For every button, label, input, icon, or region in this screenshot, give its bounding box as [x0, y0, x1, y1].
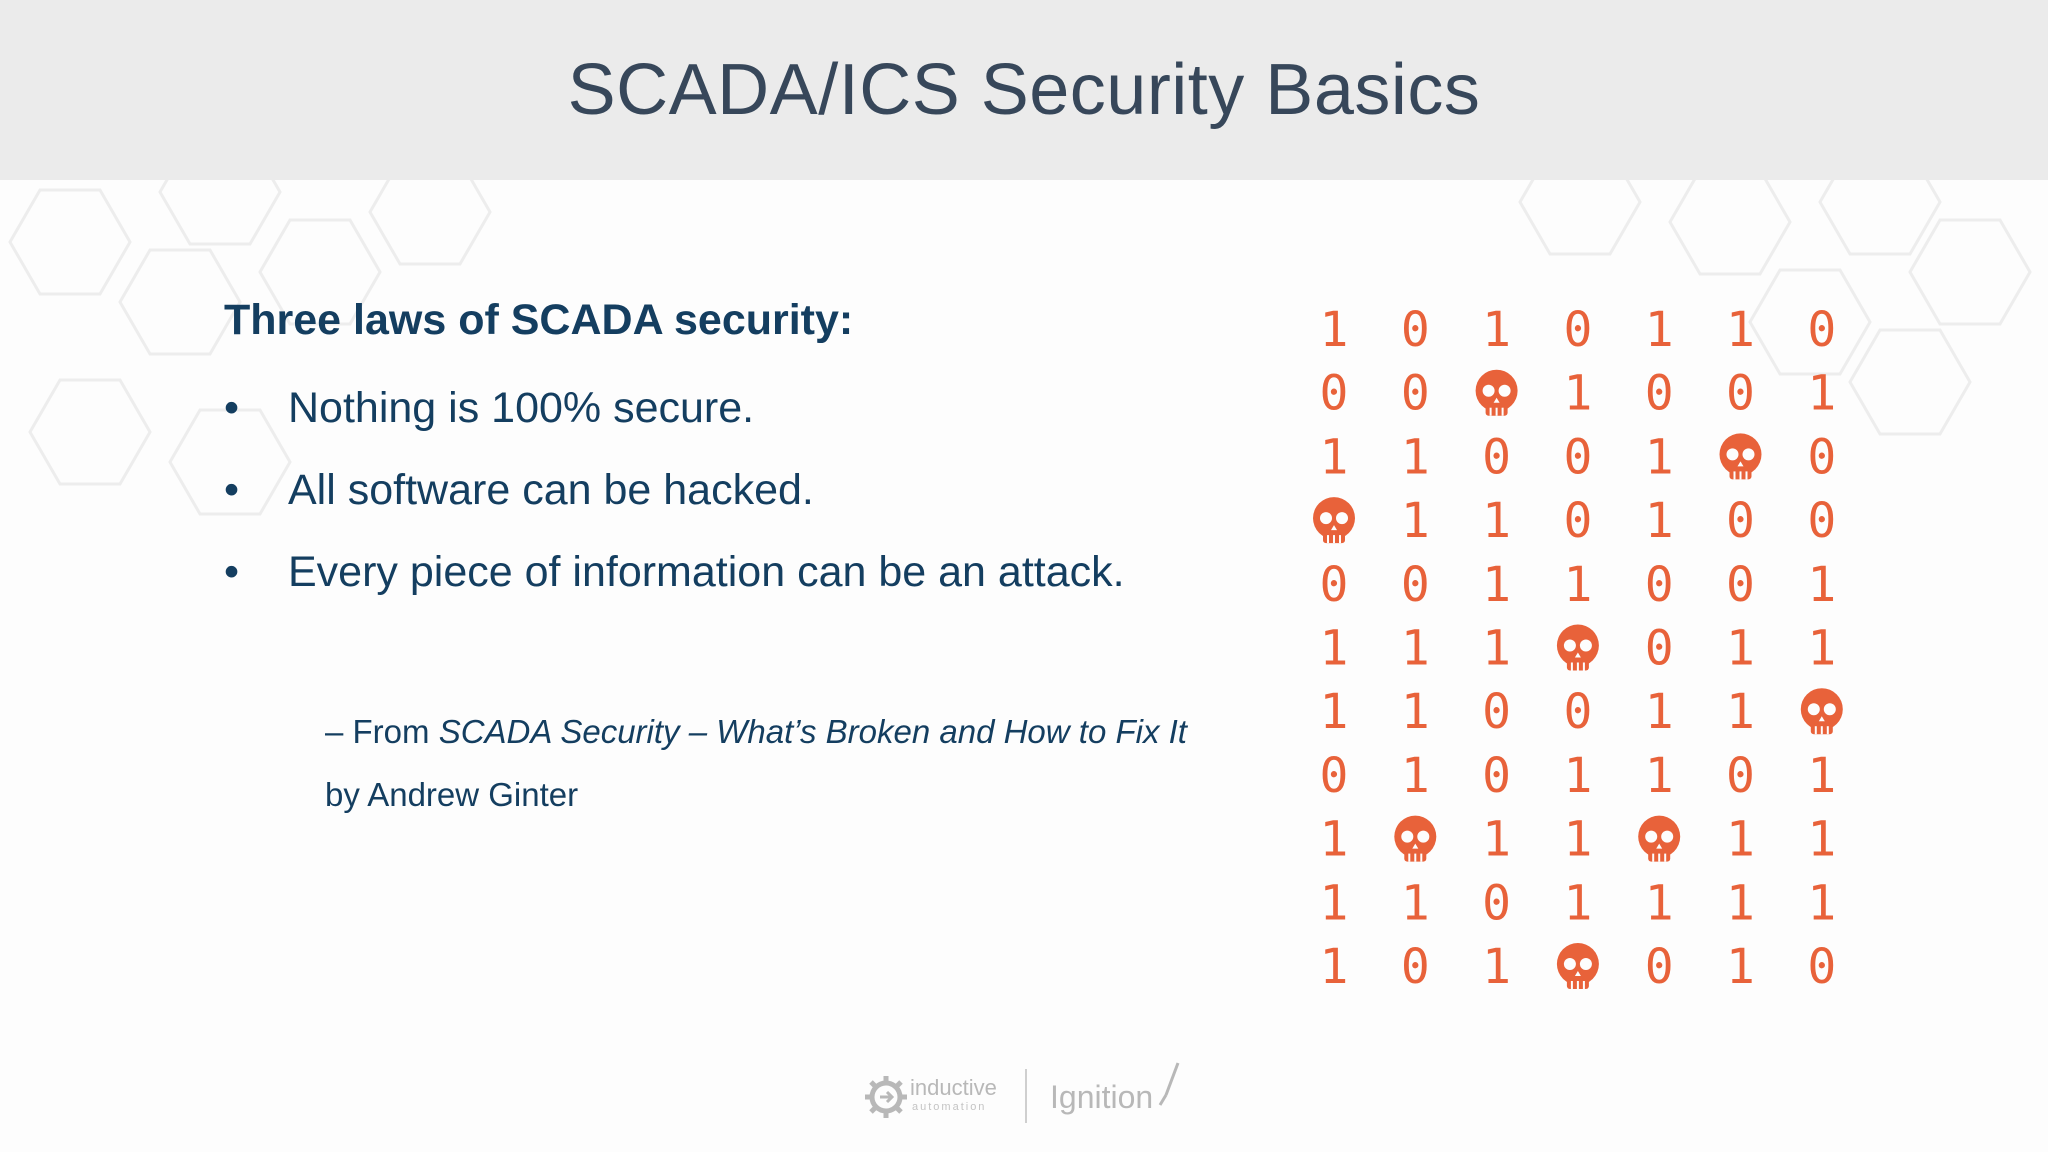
- book-title: SCADA Security – What’s Broken and How to Fix It: [438, 713, 1187, 750]
- binary-digit: 0: [1482, 875, 1512, 932]
- binary-digit: 0: [1807, 429, 1837, 486]
- binary-digit: 1: [1644, 302, 1674, 358]
- binary-digit: 1: [1726, 302, 1755, 358]
- quote-attribution: [325, 700, 1187, 826]
- skull-icon: [1720, 433, 1762, 479]
- binary-digit: 0: [1644, 365, 1674, 422]
- quote-from-prefix: – From: [325, 713, 439, 750]
- binary-digit: 1: [1644, 429, 1674, 486]
- skull-icon: [1557, 943, 1599, 989]
- binary-digit: 0: [1726, 747, 1755, 804]
- binary-digit: 1: [1482, 620, 1512, 677]
- binary-digit: 0: [1482, 747, 1512, 804]
- binary-digit: 1: [1726, 684, 1755, 741]
- binary-digit: 1: [1319, 939, 1349, 995]
- logo-graphic: [860, 1055, 1190, 1135]
- law-item: • Nothing is 100% secure.: [224, 367, 1125, 449]
- binary-digit: 1: [1807, 556, 1837, 613]
- binary-digit: 1: [1319, 684, 1349, 741]
- skull-icon: [1313, 497, 1355, 543]
- checkmark-icon: [1160, 1063, 1178, 1105]
- binary-digit: 1: [1807, 811, 1837, 868]
- binary-skull-matrix: [1300, 295, 1870, 995]
- binary-digit: 0: [1726, 556, 1755, 613]
- binary-digit: 1: [1807, 620, 1837, 677]
- binary-digit: 1: [1319, 302, 1349, 358]
- binary-digit: 1: [1726, 811, 1755, 868]
- binary-digit: 0: [1563, 493, 1593, 550]
- binary-digit: 1: [1482, 302, 1512, 358]
- binary-digit: 0: [1319, 747, 1349, 804]
- slide-title: SCADA/ICS Security Basics: [567, 50, 1481, 130]
- binary-digit: 0: [1400, 365, 1430, 422]
- binary-digit: 1: [1482, 811, 1512, 868]
- binary-digit: 1: [1319, 429, 1349, 486]
- binary-digit: 1: [1726, 875, 1755, 932]
- binary-digit: 1: [1644, 493, 1674, 550]
- binary-digit: 0: [1644, 939, 1674, 995]
- quote-author: by Andrew Ginter: [325, 776, 579, 813]
- binary-digit: 0: [1807, 493, 1837, 550]
- binary-digit: 0: [1319, 556, 1349, 613]
- binary-digit: 0: [1726, 365, 1755, 422]
- binary-digit: 0: [1644, 556, 1674, 613]
- law-item: • All software can be hacked.: [224, 449, 1125, 531]
- quote-source-line: [325, 700, 1187, 763]
- binary-digit: 1: [1400, 620, 1430, 677]
- skull-icon: [1394, 816, 1436, 862]
- skull-icon: [1476, 370, 1518, 416]
- binary-digit: 1: [1482, 556, 1512, 613]
- binary-digit: 0: [1563, 302, 1593, 358]
- skull-icon: [1557, 625, 1599, 671]
- binary-digit: 1: [1644, 875, 1674, 932]
- binary-digit: 1: [1644, 747, 1674, 804]
- binary-digit: 1: [1726, 620, 1755, 677]
- law-item: • Every piece of information can be an attack.: [224, 531, 1125, 613]
- binary-digit: 0: [1482, 429, 1512, 486]
- laws-heading: Three laws of SCADA security:: [224, 296, 854, 344]
- footer-logos: [860, 1055, 1190, 1135]
- binary-digit: 1: [1807, 747, 1837, 804]
- binary-digit: 1: [1807, 875, 1837, 932]
- binary-digit: 1: [1482, 493, 1512, 550]
- binary-digit: 0: [1644, 620, 1674, 677]
- gear-icon: [865, 1076, 907, 1118]
- logo-automation-text: automation: [912, 1101, 987, 1113]
- binary-digit: 0: [1400, 939, 1430, 995]
- binary-digit: 1: [1400, 684, 1430, 741]
- binary-digit: 1: [1319, 811, 1349, 868]
- binary-digit: 1: [1807, 365, 1837, 422]
- binary-digit: 1: [1400, 747, 1430, 804]
- title-bar: [0, 0, 2048, 180]
- binary-digit: 0: [1482, 684, 1512, 741]
- binary-digit: 0: [1563, 429, 1593, 486]
- binary-digit: 1: [1482, 939, 1512, 995]
- binary-digit: 1: [1400, 429, 1430, 486]
- binary-digit: 0: [1563, 684, 1593, 741]
- binary-digit: 1: [1563, 811, 1593, 868]
- binary-digit: 0: [1319, 365, 1349, 422]
- skull-icon: [1801, 688, 1843, 734]
- binary-digit: 1: [1400, 875, 1430, 932]
- binary-digit: 1: [1563, 556, 1593, 613]
- binary-matrix-graphic: [1300, 295, 1870, 995]
- binary-digit: 0: [1807, 939, 1837, 995]
- binary-digit: 1: [1400, 493, 1430, 550]
- binary-digit: 0: [1400, 556, 1430, 613]
- logo-ignition-text: Ignition: [1050, 1079, 1154, 1115]
- binary-digit: 0: [1807, 302, 1837, 358]
- laws-section: [224, 296, 1125, 613]
- binary-digit: 1: [1563, 875, 1593, 932]
- binary-digit: 1: [1726, 939, 1755, 995]
- logo-inductive-text: inductive: [910, 1075, 997, 1100]
- binary-digit: 1: [1319, 620, 1349, 677]
- binary-digit: 0: [1726, 493, 1755, 550]
- binary-digit: 1: [1563, 747, 1593, 804]
- binary-digit: 1: [1644, 684, 1674, 741]
- laws-list: [224, 367, 1125, 613]
- skull-icon: [1638, 816, 1680, 862]
- binary-digit: 0: [1400, 302, 1430, 358]
- binary-digit: 1: [1563, 365, 1593, 422]
- binary-digit: 1: [1319, 875, 1349, 932]
